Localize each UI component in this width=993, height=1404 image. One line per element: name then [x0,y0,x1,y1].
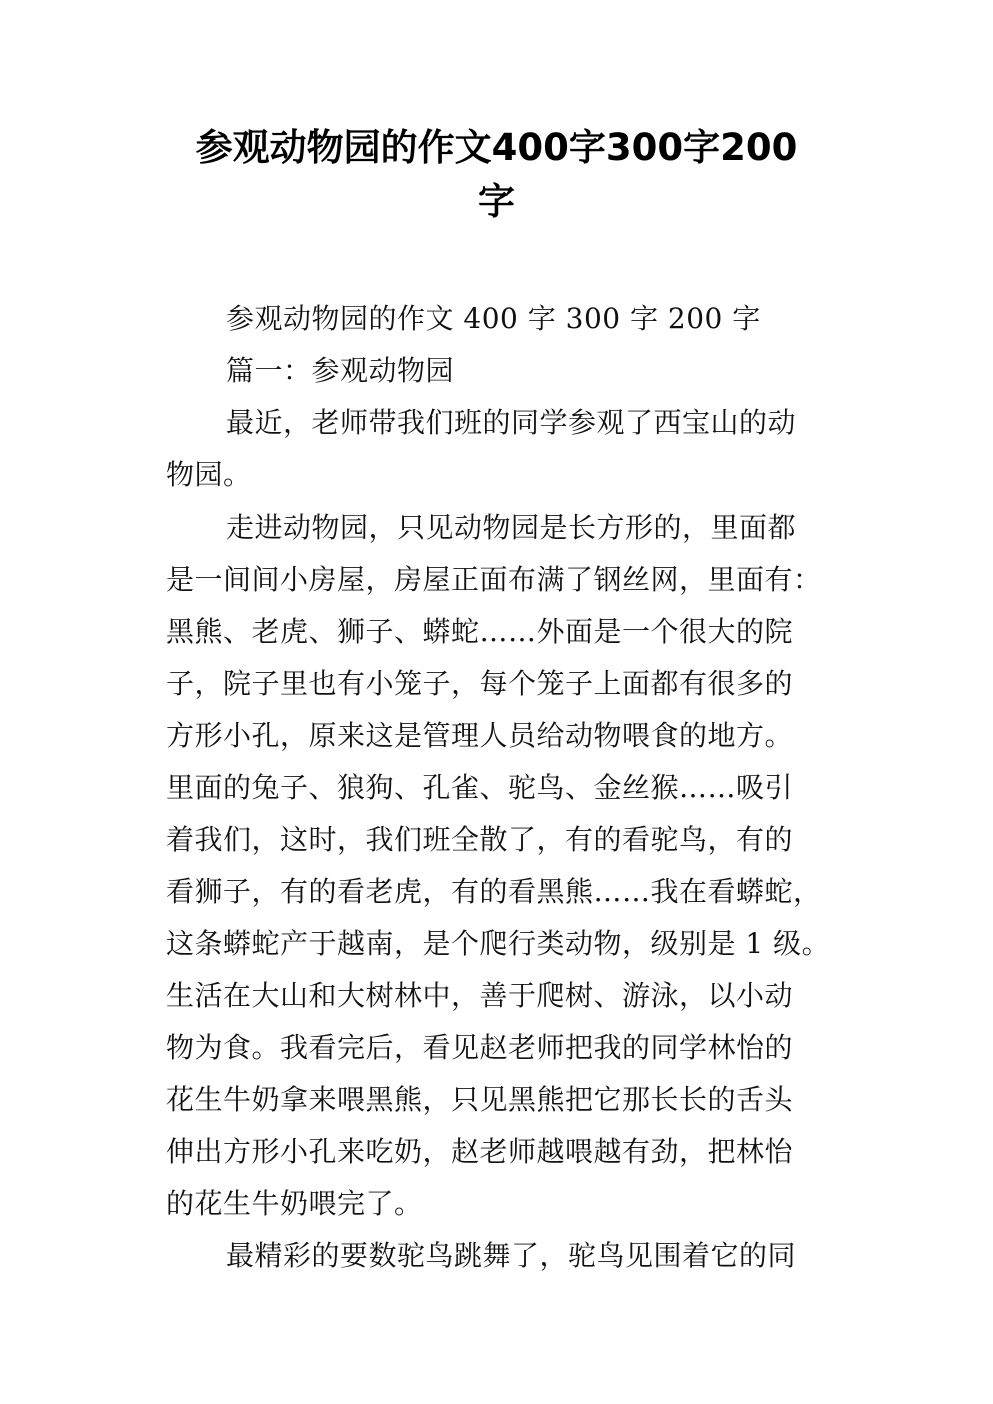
subtitle-line: 参观动物园的作文 400 字 300 字 200 字 [226,302,761,335]
paragraph-line: 这条蟒蛇产于越南，是个爬行类动物，级别是 1 级。 [166,927,831,960]
paragraph-line: 最近，老师带我们班的同学参观了西宝山的动 [226,406,797,439]
paragraph-line: 是一间间小房屋，房屋正面布满了钢丝网，里面有： [166,563,822,596]
paragraph-line: 子，院子里也有小笼子，每个笼子上面都有很多的 [166,667,794,700]
paragraph-line: 最精彩的要数驼鸟跳舞了，驼鸟见围着它的同 [226,1239,797,1272]
paragraph-line: 里面的兔子、狼狗、孔雀、驼鸟、金丝猴……吸引 [166,771,794,804]
paragraph-line: 的花生牛奶喂完了。 [166,1187,423,1220]
paragraph-line: 着我们，这时，我们班全散了，有的看驼鸟，有的 [166,823,794,856]
document-title-line-2: 字 [478,180,515,223]
paragraph-line: 花生牛奶拿来喂黑熊，只见黑熊把它那长长的舌头 [166,1083,794,1116]
paragraph-line: 方形小孔，原来这是管理人员给动物喂食的地方。 [166,719,794,752]
paragraph-line: 黑熊、老虎、狮子、蟒蛇……外面是一个很大的院 [166,615,794,648]
paragraph-line: 物园。 [166,458,252,491]
section-heading: 篇一：参观动物园 [226,354,455,387]
document-title-line-1: 参观动物园的作文400字300字200 [195,126,798,169]
paragraph-line: 走进动物园，只见动物园是长方形的，里面都 [226,511,797,544]
paragraph-line: 生活在大山和大树林中，善于爬树、游泳，以小动 [166,979,794,1012]
paragraph-line: 伸出方形小孔来吃奶，赵老师越喂越有劲，把林怡 [166,1135,794,1168]
paragraph-line: 物为食。我看完后，看见赵老师把我的同学林怡的 [166,1031,794,1064]
paragraph-line: 看狮子，有的看老虎，有的看黑熊……我在看蟒蛇， [166,875,822,908]
